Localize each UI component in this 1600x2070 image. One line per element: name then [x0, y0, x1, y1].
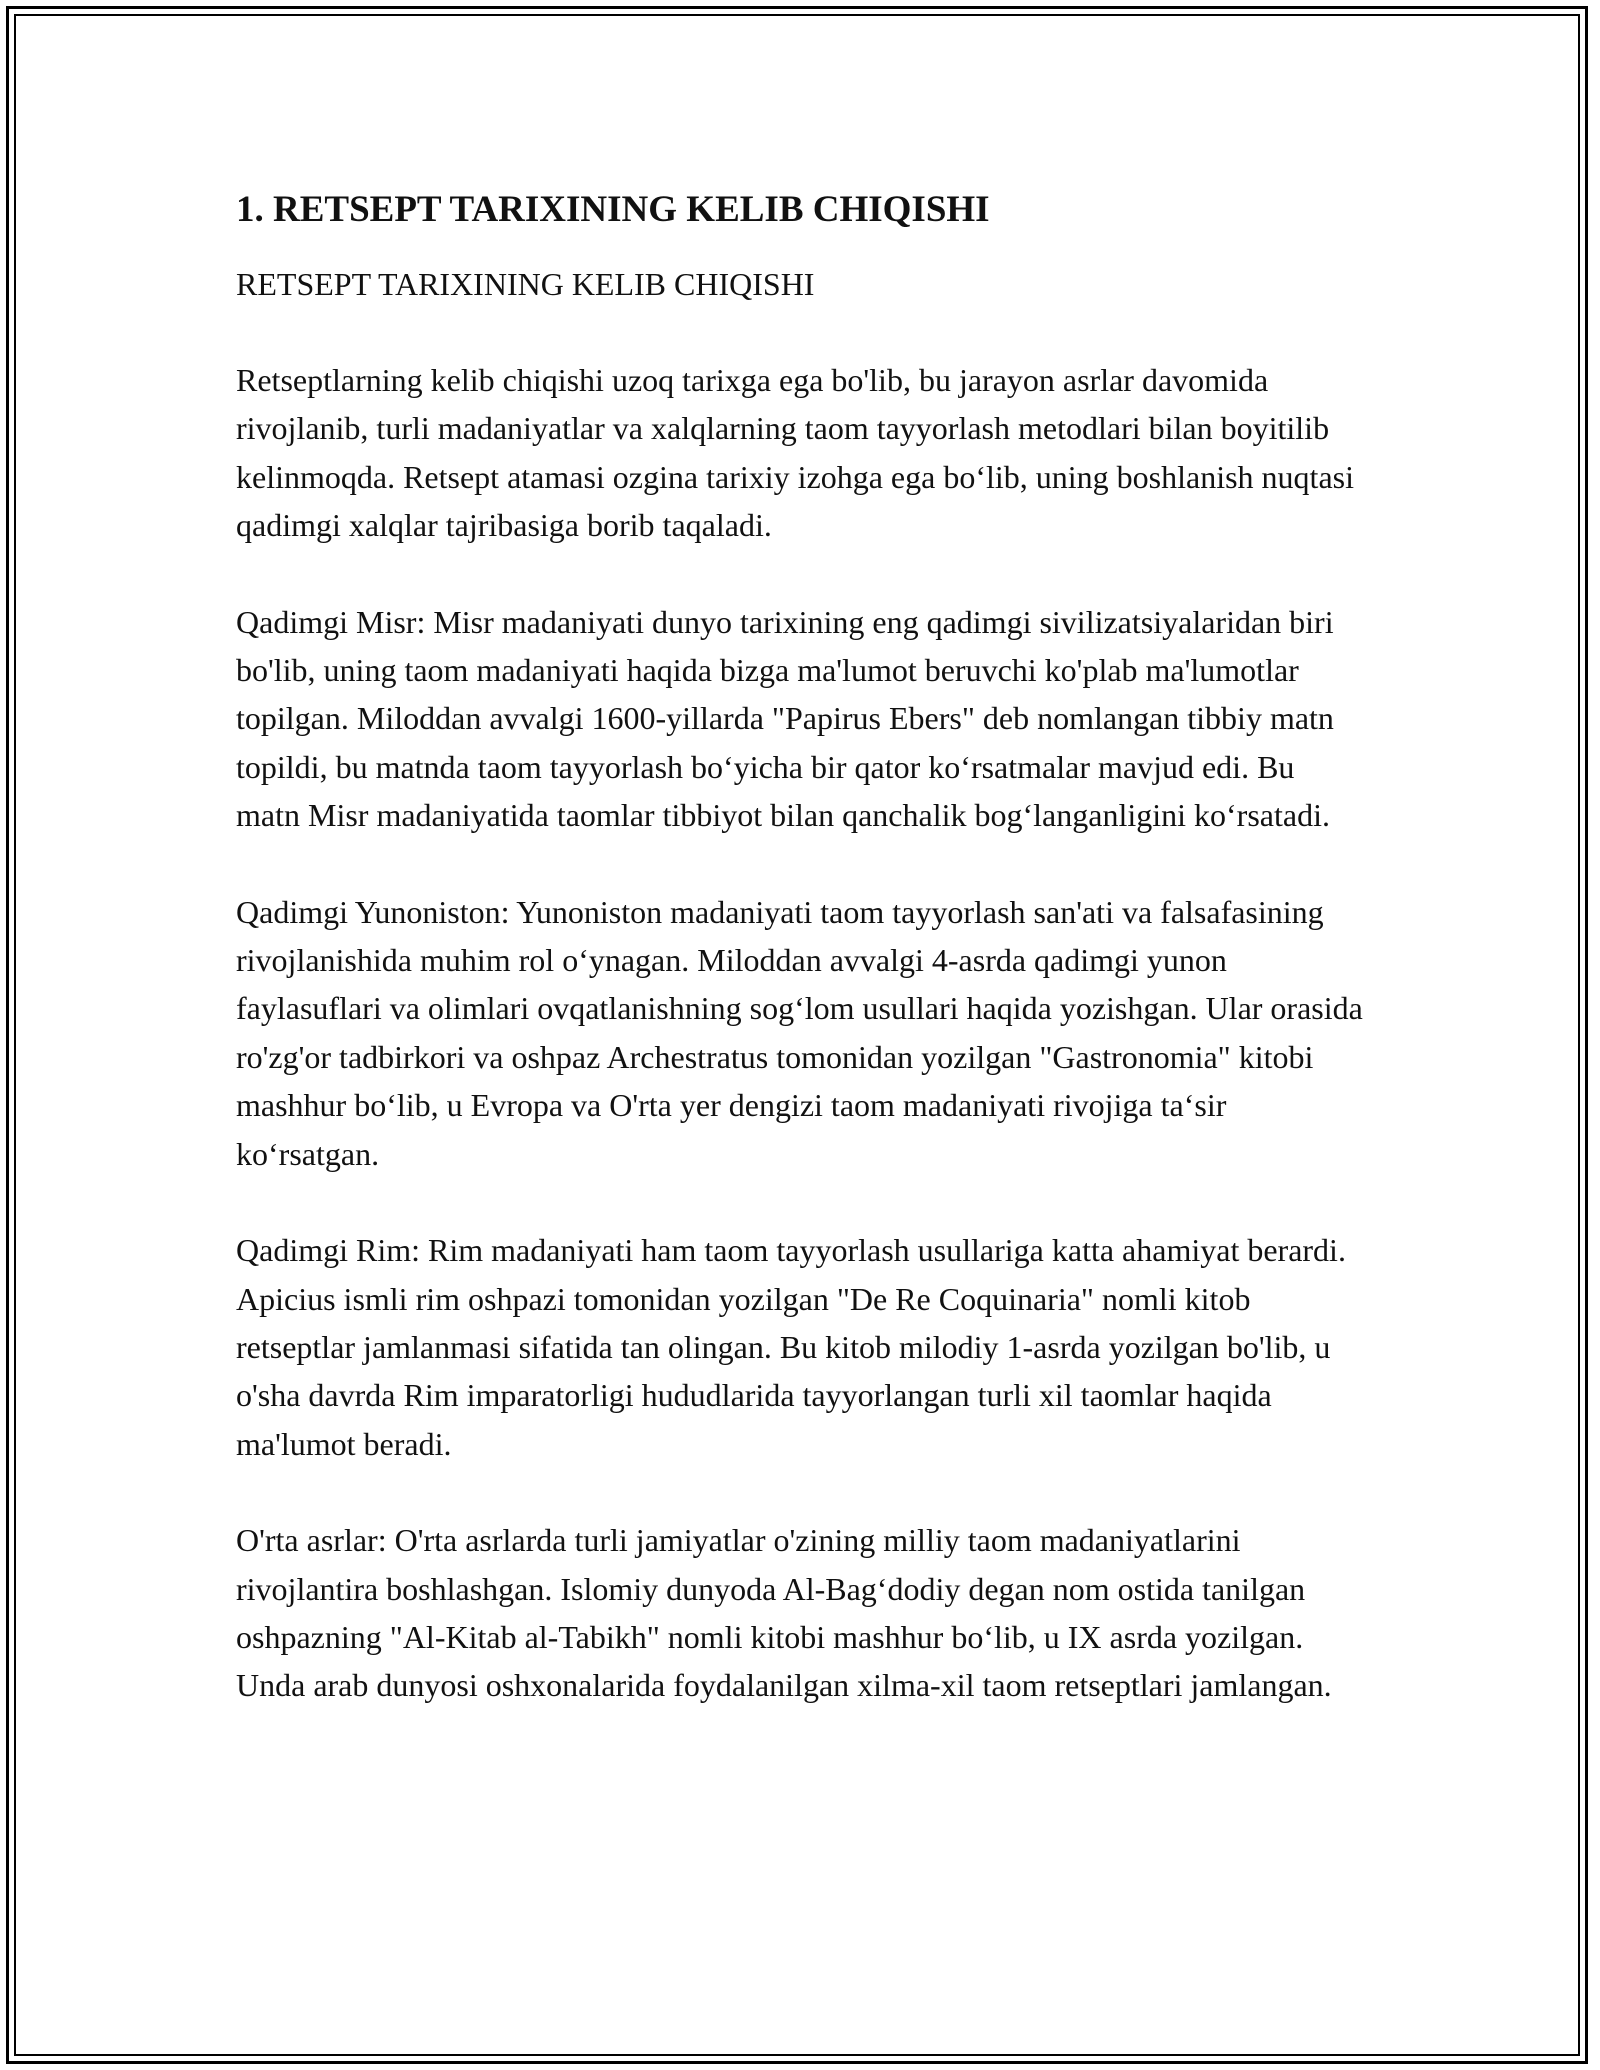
- paragraph-greece: Qadimgi Yunoniston: Yunoniston madaniyati taom tayyorlash san'ati va falsafasining rivojlanishida muhim rol o‘ynagan. Miloddan avvalgi 4-asrda qadimgi yunon faylasuflari va olimlari ovqatlanishning sog‘lom usullari haqida yozishgan. Ular orasida ro'zg'or tadbirkori va oshpaz Archestratus tomonidan yozilgan "Gastronomia" kitobi mashhur bo‘lib, u Evropa va O'rta yer dengizi taom madaniyati rivojiga ta‘sir ko‘rsatgan.: [236, 893, 1363, 1172]
- document-title: 1. RETSEPT TARIXINING KELIB CHIQISHI: [236, 189, 990, 230]
- paragraph-intro: Retseptlarning kelib chiqishi uzoq tarixga ega bo'lib, bu jarayon asrlar davomida rivojlanib, turli madaniyatlar va xalqlarning taom tayyorlash metodlari bilan boyitilib kelinmoqda. Retsept atamasi ozgina tarixiy izohga ega bo‘lib, uning boshlanish nuqtasi qadimgi xalqlar tajribasiga borib taqaladi.: [236, 362, 1354, 544]
- document-body: [236, 186, 1366, 1758]
- paragraph-middle-ages: O'rta asrlar: O'rta asrlarda turli jamiyatlar o'zining milliy taom madaniyatlarini rivojlantira boshlashgan. Islomiy dunyoda Al-Bag‘dodiy degan nom ostida tanilgan oshpazning "Al-Kitab al-Tabikh" nomli kitobi mashhur bo‘lib, u IX asrda yozilgan. Unda arab dunyosi oshxonalarida foydalanilgan xilma-xil taom retseptlari jamlangan.: [236, 1522, 1332, 1704]
- paragraph-egypt: Qadimgi Misr: Misr madaniyati dunyo tarixining eng qadimgi sivilizatsiyalaridan biri bo'lib, uning taom madaniyati haqida bizga ma'lumot beruvchi ko'plab ma'lumotlar topilgan. Miloddan avvalgi 1600-yillarda "Papirus Ebers" deb nomlangan tibbiy matn topildi, bu matnda taom tayyorlash bo‘yicha bir qator ko‘rsatmalar mavjud edi. Bu matn Misr madaniyatida taomlar tibbiyot bilan qanchalik bog‘langanligini ko‘rsatadi.: [236, 603, 1334, 834]
- paragraph-rome: Qadimgi Rim: Rim madaniyati ham taom tayyorlash usullariga katta ahamiyat berardi. Apicius ismli rim oshpazi tomonidan yozilgan "De Re Coquinaria" nomli kitob retseptlar jamlanmasi sifatida tan olingan. Bu kitob milodiy 1-asrda yozilgan bo'lib, u o'sha davrda Rim imparatorligi hududlarida tayyorlangan turli xil taomlar haqida ma'lumot beradi.: [236, 1232, 1346, 1462]
- document-subtitle: RETSEPT TARIXINING KELIB CHIQISHI: [236, 266, 815, 302]
